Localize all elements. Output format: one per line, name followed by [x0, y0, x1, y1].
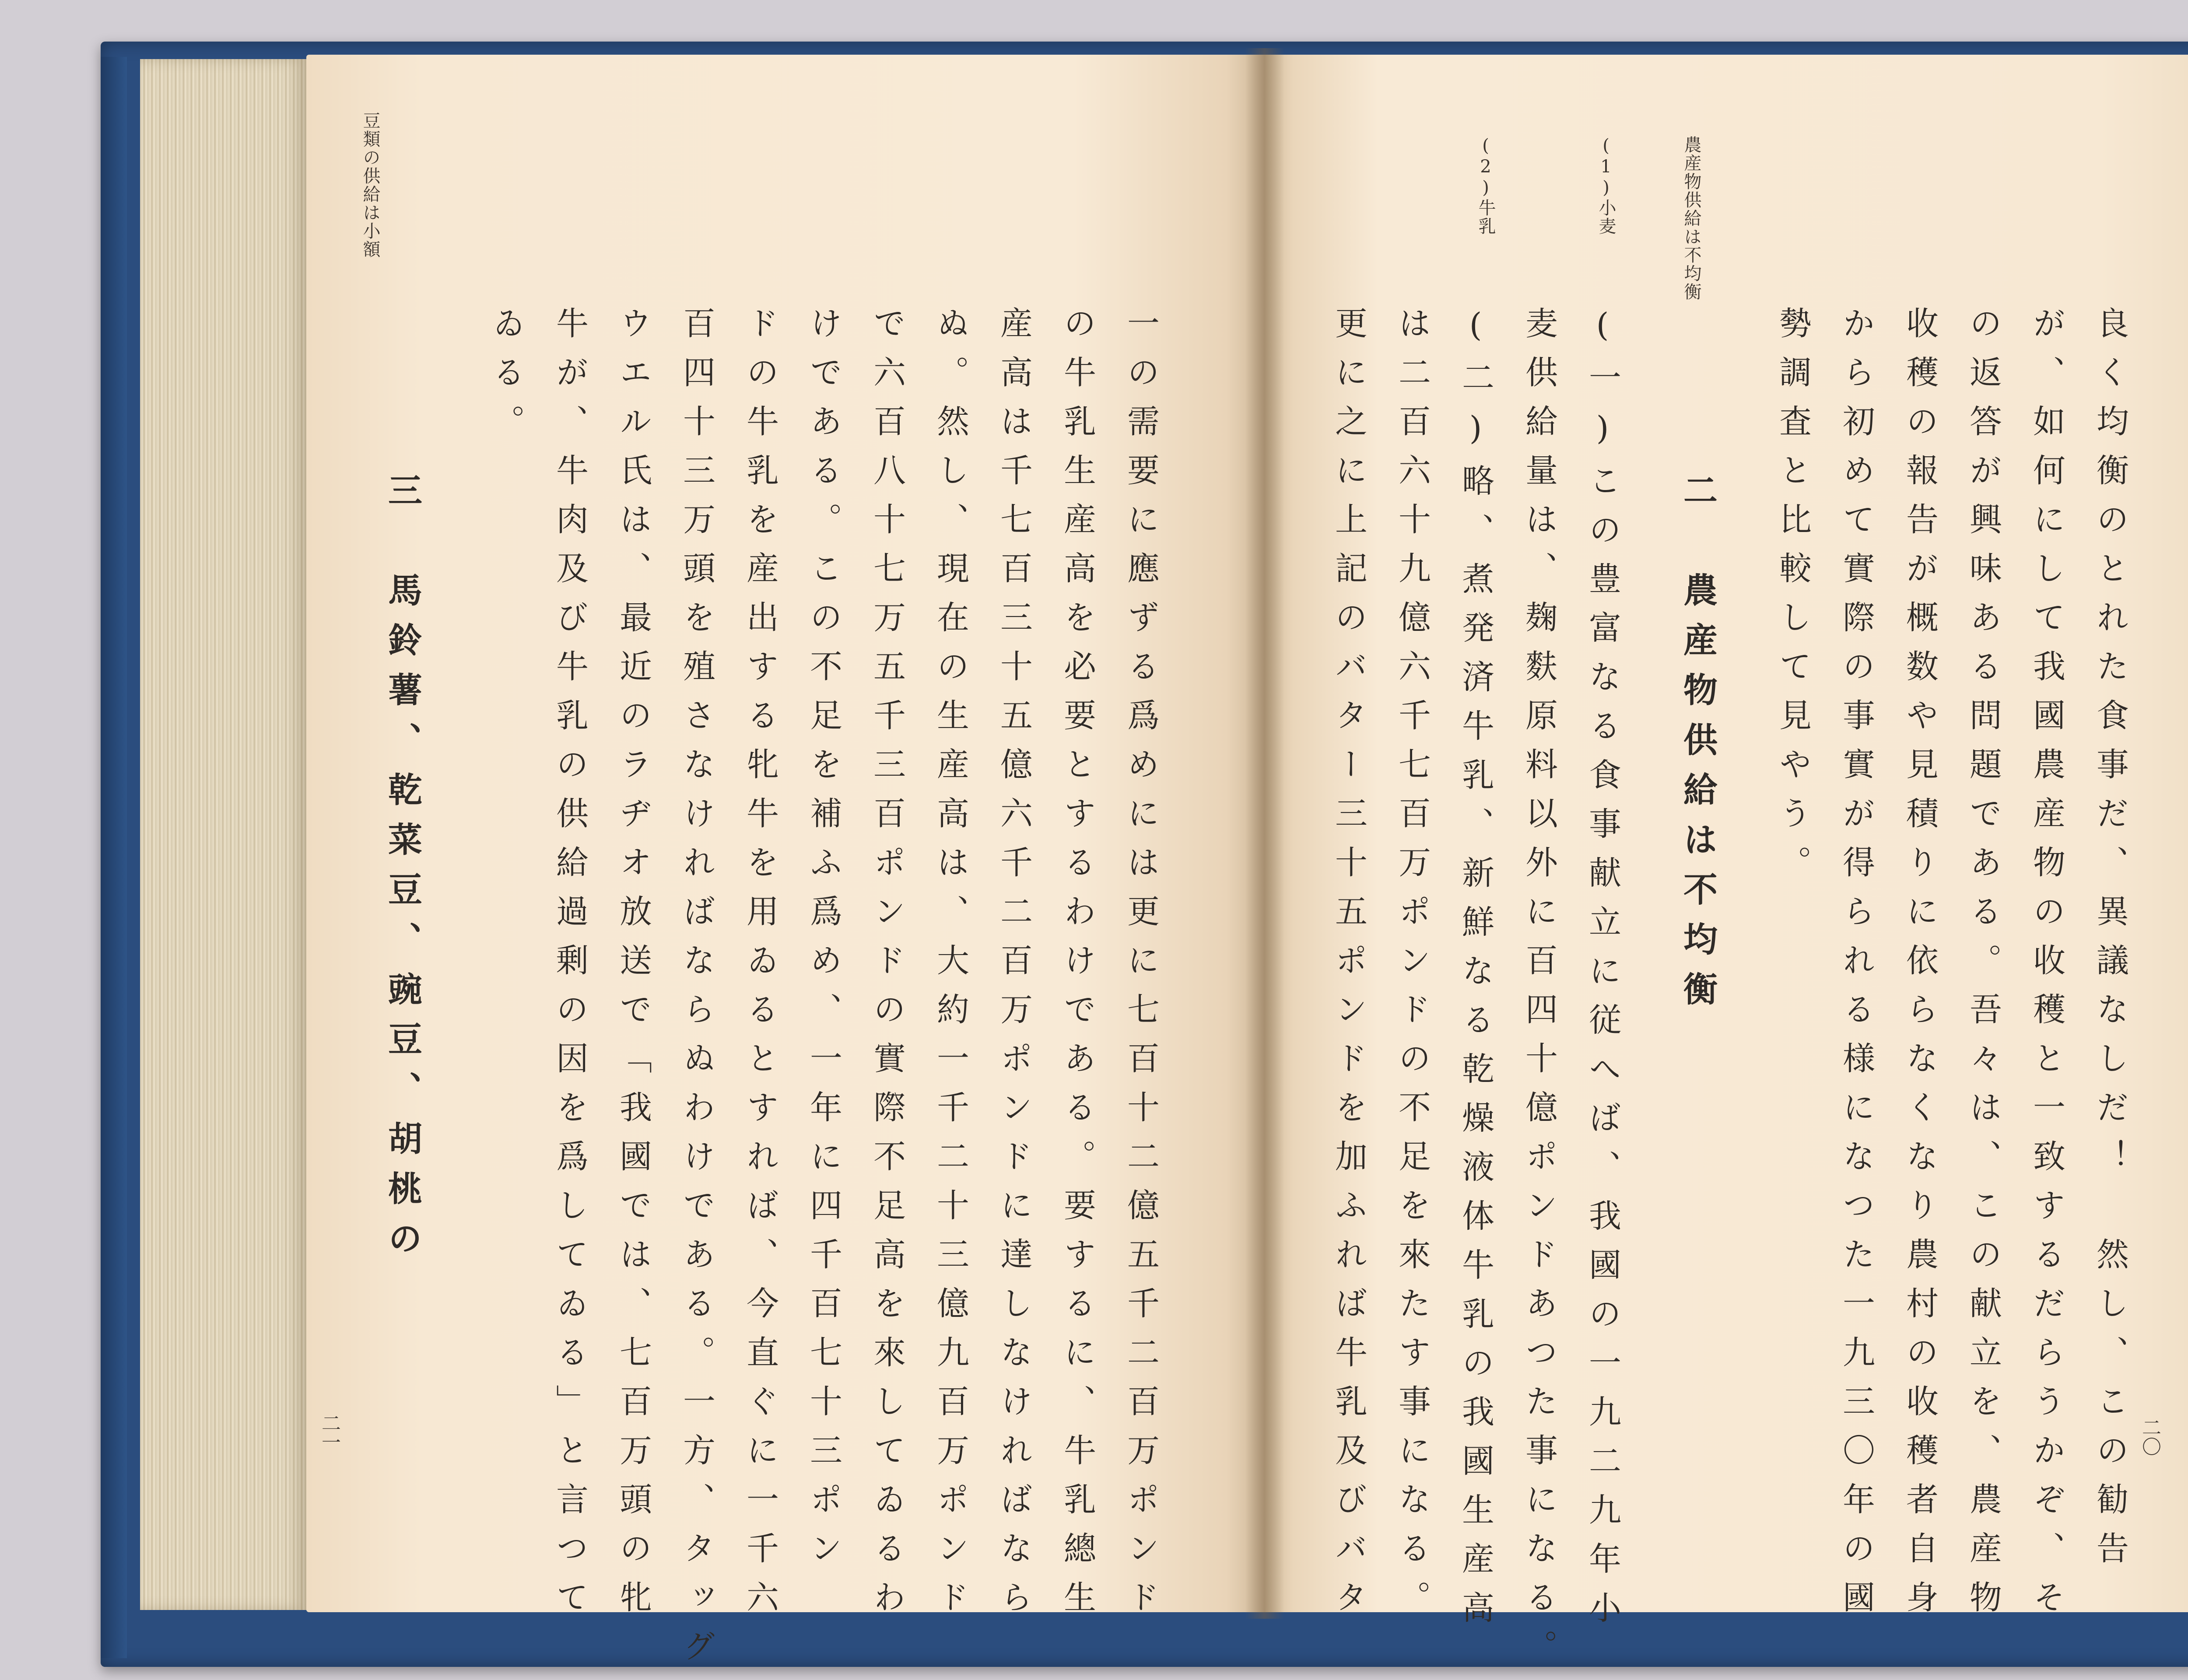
right-page-number: 二〇 [2139, 1418, 2161, 1456]
left-col-3: 産高は千七百三十五億六千二百万ポンドに達しなければなら [995, 306, 1033, 1629]
right-col-8: (一)この豊富なる食事献立に従へば、我國の一九二九年小 [1584, 306, 1621, 1640]
cover-spine-edge [101, 57, 127, 1658]
left-col-11: ゐる。 [487, 306, 525, 453]
right-col-2: が、如何にして我國農産物の收穫と一致するだらうかぞ、そ [2028, 306, 2065, 1629]
right-col-3: の返答が興味ある問題である。吾々は、この献立を、農産物 [1964, 306, 2002, 1629]
left-col-8: 百四十三万頭を殖さなければならぬわけである。一方、タッグ [678, 306, 715, 1678]
page-block-left [140, 59, 306, 1610]
section-heading-3: 三 馬鈴薯、乾菜豆、豌豆、胡桃の [382, 472, 422, 1270]
left-col-4: ぬ。然し、現在の生産高は、大約一千二十三億九百万ポンド [932, 306, 969, 1629]
right-col-5: から初めて實際の事實が得られる様になつた一九三〇年の國 [1837, 306, 1875, 1629]
left-col-1: 一の需要に應ずる爲めには更に七百十二億五千二百万ポンド [1122, 306, 1160, 1629]
left-col-5: で六百八十七万五千三百ポンドの實際不足高を來してゐるわ [868, 306, 906, 1629]
right-col-9: 麦供給量は、麹麩原料以外に百四十億ポンドあつた事になる。 [1520, 306, 1558, 1678]
left-col-10: 牛が、牛肉及び牛乳の供給過剰の因を爲してゐる」と言つて [551, 306, 589, 1629]
left-col-9: ウエル氏は、最近のラヂオ放送で「我國では、七百万頭の牝 [614, 306, 652, 1629]
book-gutter [1245, 48, 1284, 1619]
right-side-note-2: (1)小麦 [1596, 136, 1616, 235]
right-col-1: 良く均衡のとれた食事だ、異議なしだ！ 然し、この勧告 [2091, 306, 2129, 1580]
left-col-2: の牛乳生産高を必要とするわけである。要するに、牛乳總生 [1059, 306, 1096, 1629]
left-page-number: 二一 [318, 1413, 340, 1452]
left-col-7: ドの牛乳を産出する牝牛を用ゐるとすれば、今直ぐに一千六 [741, 306, 779, 1629]
right-col-4: 收穫の報告が概数や見積りに依らなくなり農村の收穫者自身 [1901, 306, 1939, 1629]
right-col-11: は二百六十九億六千七百万ポンドの不足を來たす事になる。 [1393, 306, 1431, 1629]
left-page [306, 55, 1265, 1612]
section-heading-2: 二 農産物供給は不均衡 [1678, 472, 1718, 1021]
right-col-10: (二)略、煮発済牛乳、新鮮なる乾燥液体牛乳の我國生産高 [1457, 306, 1494, 1640]
right-side-note-1: 農産物供給は不均衡 [1681, 136, 1701, 301]
left-side-note: 豆類の供給は小額 [360, 112, 380, 259]
right-col-12: 更に之に上記のバター三十五ポンドを加ふれば牛乳及びバタ [1330, 306, 1368, 1629]
left-col-6: けである。この不足を補ふ爲め、一年に四千百七十三ポン [805, 306, 842, 1580]
right-side-note-3: (2)牛乳 [1476, 136, 1496, 235]
right-col-6: 勢調査と比較して見やう。 [1774, 306, 1812, 894]
